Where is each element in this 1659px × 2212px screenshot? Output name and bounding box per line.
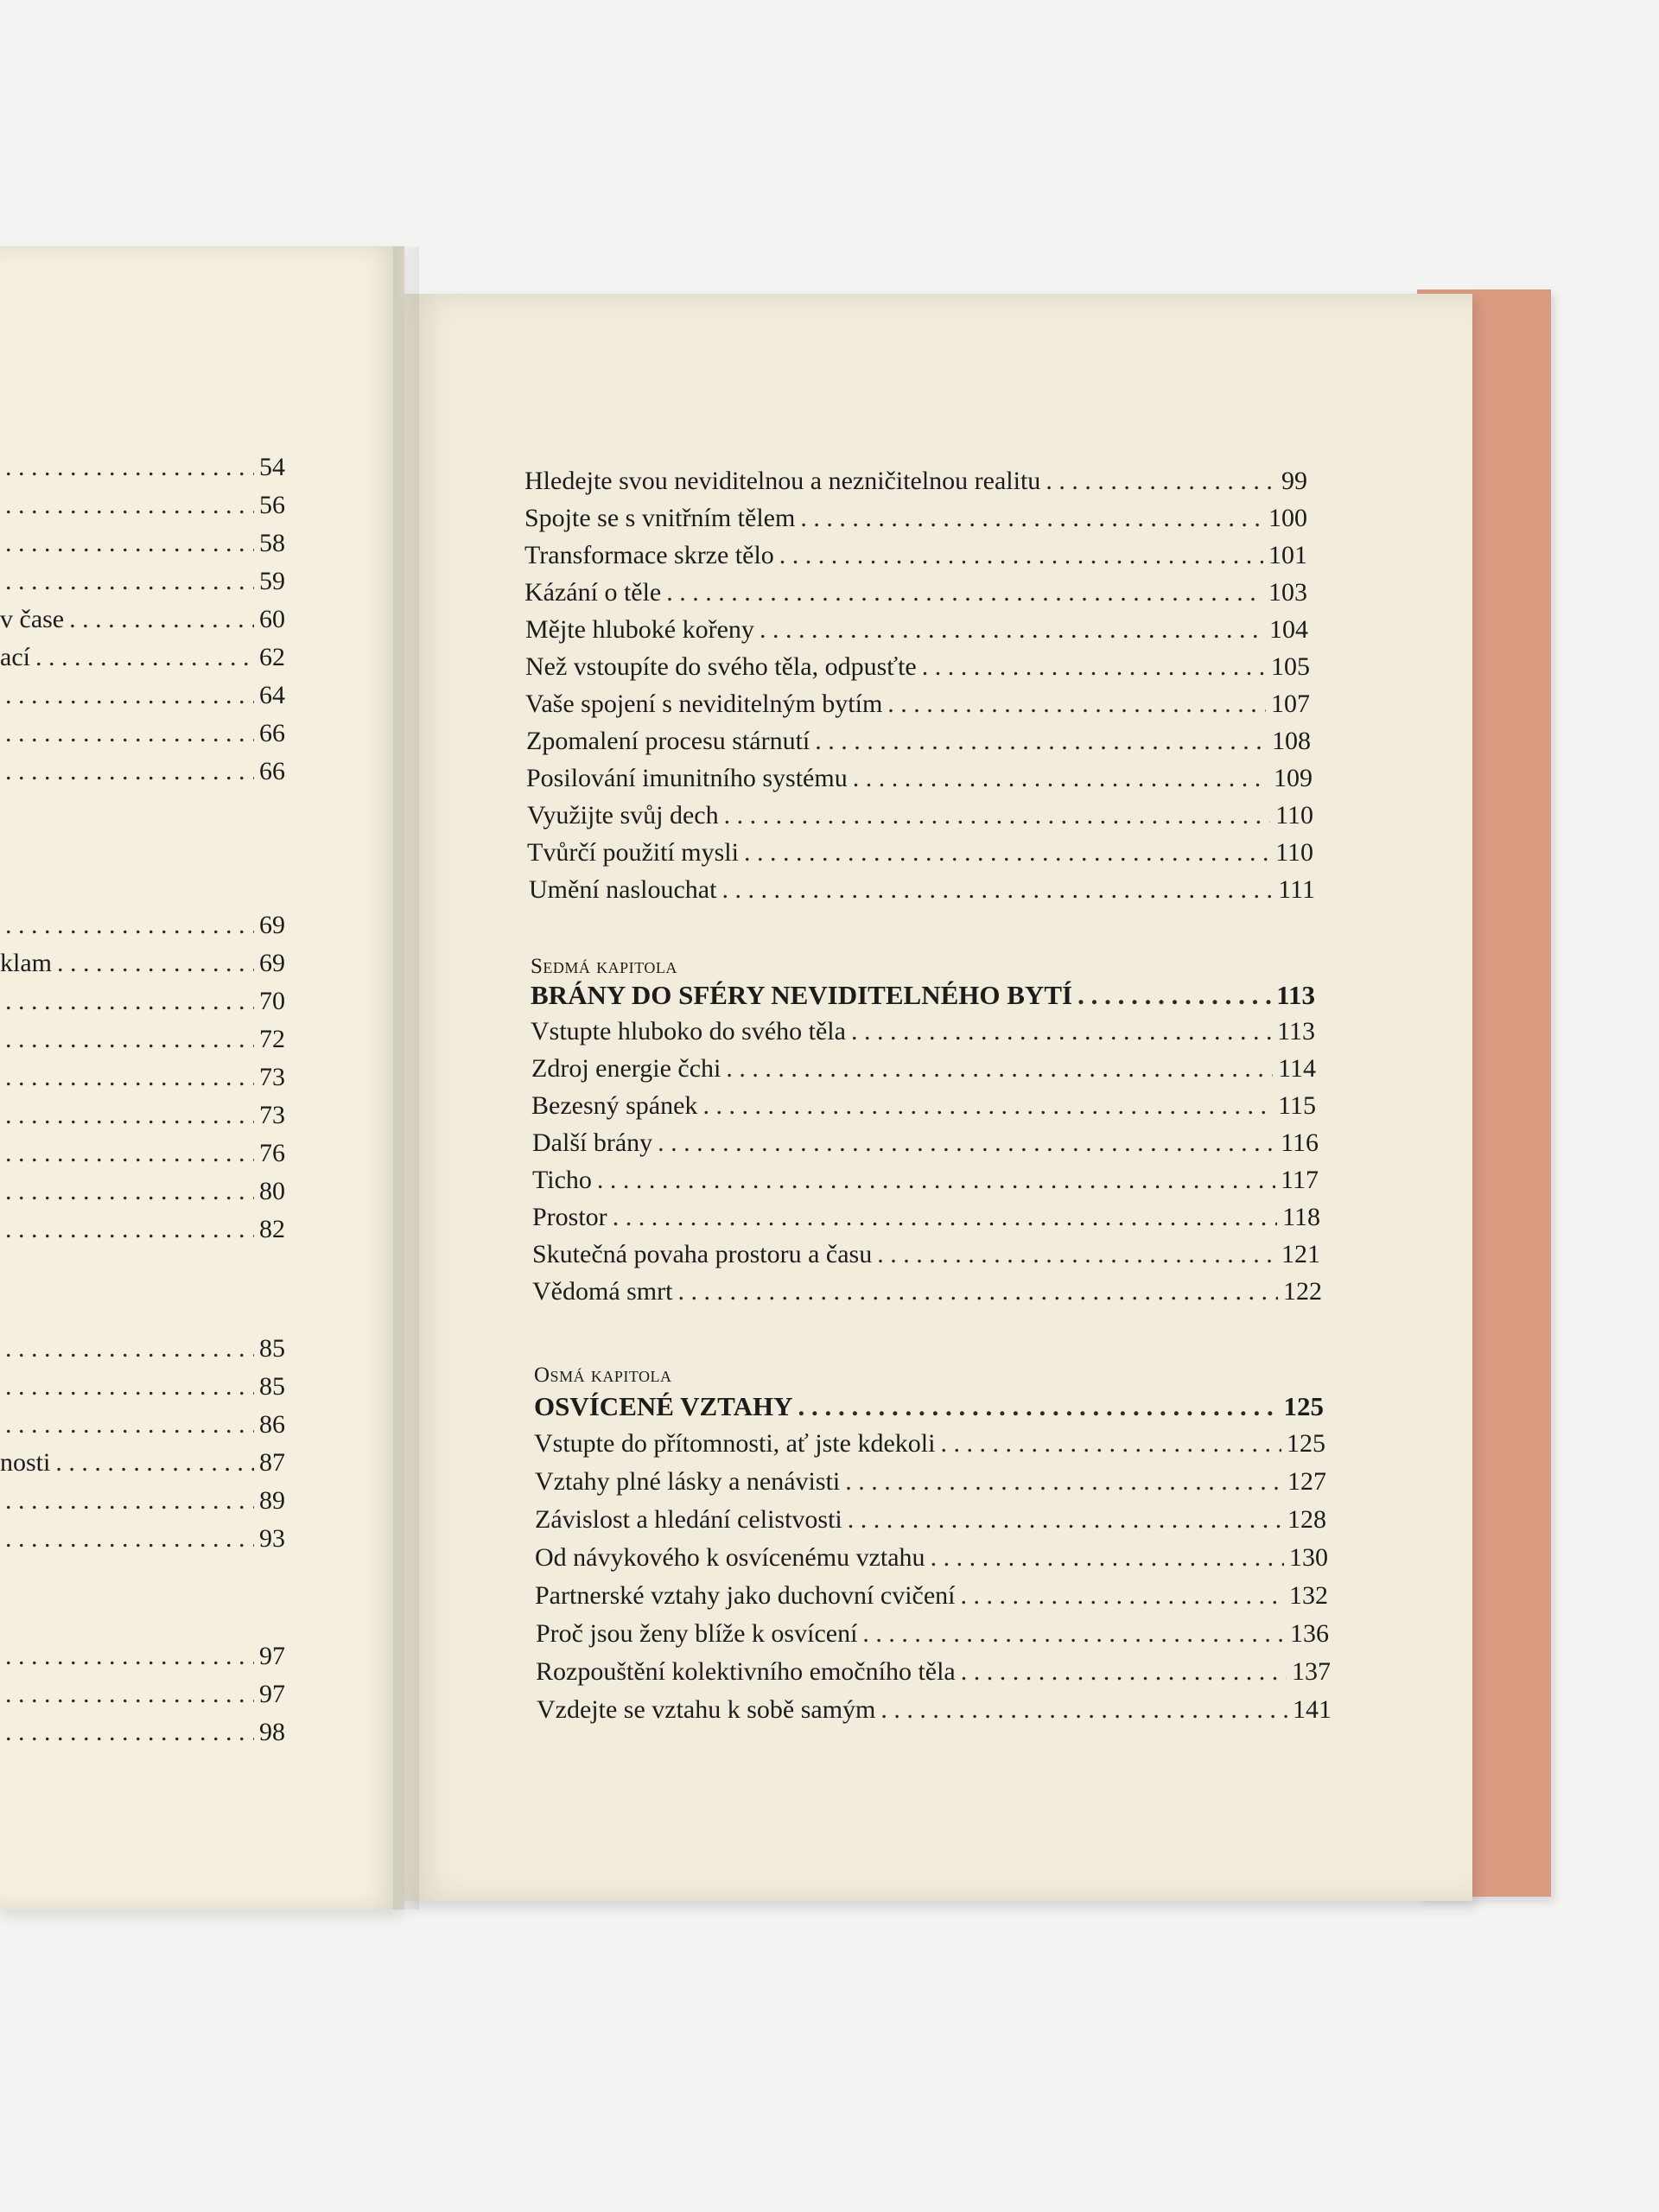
toc-entry: . . . 73: [0, 1065, 285, 1090]
toc-entry: Transformace skrze tělo . . . 101: [524, 543, 1307, 569]
toc-entry: . . . 97: [0, 1681, 285, 1707]
toc-entry: . . . 85: [0, 1374, 285, 1400]
toc-entry: Rozpouštění kolektivního emočního těla . . . 137: [536, 1659, 1331, 1685]
toc-entry: Zdroj energie čchi . . . 114: [531, 1056, 1316, 1082]
toc-entry: . . . 76: [0, 1141, 285, 1166]
toc-entry: . . . 64: [0, 683, 285, 709]
toc-entry: Od návykového k osvícenému vztahu . . . 130: [535, 1545, 1328, 1571]
toc-entry: . . . 85: [0, 1336, 285, 1362]
toc-entry: . . . 54: [0, 454, 285, 480]
chapter-label: Sedmá kapitola: [531, 955, 677, 978]
toc-entry: . . . 82: [0, 1217, 285, 1243]
toc-entry: Hledejte svou neviditelnou a nezničitelnou realitu . . . 99: [524, 468, 1307, 494]
toc-entry: . . . 89: [0, 1488, 285, 1514]
toc-entry: . . . 97: [0, 1643, 285, 1669]
toc-entry: . . . 69: [0, 912, 285, 938]
toc-entry: Ticho . . . 117: [532, 1167, 1319, 1193]
toc-entry: Vstupte hluboko do svého těla . . . 113: [531, 1019, 1315, 1045]
toc-entry: . . . 80: [0, 1179, 285, 1205]
toc-entry: . . . 59: [0, 569, 285, 594]
toc-entry: . . . 58: [0, 531, 285, 556]
toc-entry: Vstupte do přítomnosti, ať jste kdekoli . . . 125: [534, 1431, 1325, 1457]
toc-entry: v čase . . . 60: [0, 607, 285, 632]
toc-entry: . . . 72: [0, 1027, 285, 1052]
toc-entry: Posilování imunitního systému . . . 109: [526, 766, 1313, 791]
chapter-label: Osmá kapitola: [534, 1363, 672, 1387]
toc-entry: . . . 93: [0, 1526, 285, 1552]
toc-entry: Vztahy plné lásky a nenávisti . . . 127: [535, 1469, 1326, 1495]
toc-entry: . . . 66: [0, 721, 285, 747]
toc-entry: Spojte se s vnitřním tělem . . . 100: [524, 505, 1307, 531]
toc-entry: Zpomalení procesu stárnutí . . . 108: [526, 728, 1311, 754]
toc-entry: Vaše spojení s neviditelným bytím . . . 107: [525, 691, 1310, 717]
toc-entry: . . . 70: [0, 988, 285, 1014]
toc-entry: . . . 56: [0, 493, 285, 518]
toc-entry: Bezesný spánek . . . 115: [531, 1093, 1316, 1119]
toc-entry: klam . . . 69: [0, 950, 285, 976]
toc-entry: Partnerské vztahy jako duchovní cvičení . . . 132: [535, 1583, 1328, 1609]
toc-entry: Umění naslouchat . . . 111: [529, 877, 1315, 903]
toc-entry: Prostor . . . 118: [532, 1205, 1320, 1230]
toc-entry: . . . 73: [0, 1103, 285, 1128]
toc-entry: Skutečná povaha prostoru a času . . . 121: [532, 1242, 1320, 1268]
toc-entry: Další brány . . . 116: [532, 1130, 1319, 1156]
chapter-title-entry: OSVÍCENÉ VZTAHY . . . 125: [534, 1393, 1324, 1420]
toc-entry: Než vstoupíte do svého těla, odpusťte . . . 105: [525, 654, 1310, 680]
toc-entry: Tvůrčí použití mysli . . . 110: [527, 840, 1313, 866]
toc-entry: Mějte hluboké kořeny . . . 104: [525, 617, 1308, 643]
toc-entry: . . . 98: [0, 1719, 285, 1745]
book-gutter: [393, 246, 419, 1910]
toc-entry: Proč jsou ženy blíže k osvícení . . . 136: [536, 1621, 1329, 1647]
toc-entry: . . . 86: [0, 1412, 285, 1438]
toc-entry: Závislost a hledání celistvosti . . . 128: [535, 1507, 1326, 1533]
toc-entry: Využijte svůj dech . . . 110: [527, 803, 1313, 829]
toc-entry: nosti . . . 87: [0, 1450, 285, 1476]
toc-entry: Kázání o těle . . . 103: [524, 580, 1307, 606]
toc-entry: Vědomá smrt . . . 122: [532, 1279, 1322, 1305]
chapter-title-entry: BRÁNY DO SFÉRY NEVIDITELNÉHO BYTÍ . . . 113: [531, 982, 1315, 1008]
toc-entry: . . . 66: [0, 759, 285, 785]
toc-entry: Vzdejte se vztahu k sobě samým . . . 141: [537, 1697, 1332, 1723]
toc-entry: ací . . . 62: [0, 645, 285, 671]
